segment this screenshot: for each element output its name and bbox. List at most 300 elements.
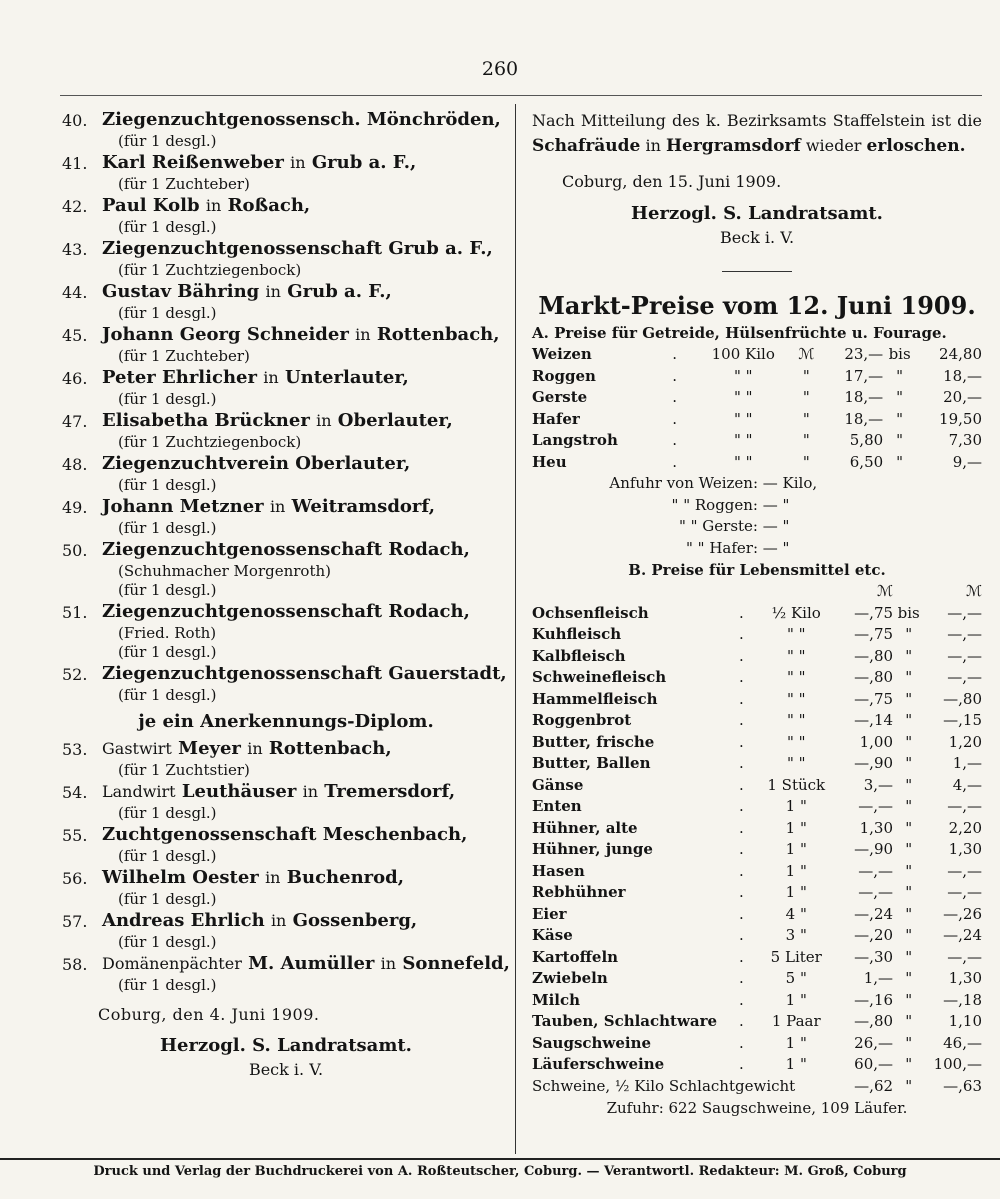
header-rule bbox=[60, 95, 982, 96]
entry-name-line bbox=[102, 366, 510, 390]
list-entry bbox=[62, 823, 510, 866]
food-dots: . bbox=[738, 883, 744, 901]
entry-body bbox=[102, 909, 510, 952]
food-bis: " bbox=[905, 646, 913, 665]
food-low: —,80 bbox=[854, 1012, 894, 1030]
food-item: Kartoffeln bbox=[532, 947, 619, 966]
entry-place: Unterlauter, bbox=[284, 367, 409, 388]
grain-item: Weizen bbox=[532, 345, 592, 363]
list-entry bbox=[62, 909, 510, 952]
entry-body bbox=[102, 323, 510, 366]
entry-name: Ziegenzuchtgenossenschaft Gauerstadt, bbox=[102, 663, 507, 684]
entry-in: in bbox=[205, 196, 222, 215]
entry-body bbox=[102, 866, 510, 909]
entry-note: (für 1 desgl.) bbox=[118, 804, 217, 822]
entry-in: in bbox=[355, 325, 371, 344]
entry-name-line bbox=[102, 538, 510, 562]
food-header-row bbox=[532, 581, 982, 603]
entry-note: (für 1 desgl.) bbox=[118, 519, 217, 537]
list-entry bbox=[62, 194, 510, 237]
entry-note: (für 1 Zuchtziegenbock) bbox=[118, 433, 302, 451]
entry-in: in bbox=[265, 868, 281, 887]
food-item: Hühner, alte bbox=[532, 818, 638, 837]
entry-body bbox=[102, 108, 510, 151]
entry-number: 48. bbox=[62, 455, 88, 474]
food-dots: . bbox=[738, 646, 744, 665]
grain-row bbox=[532, 430, 982, 452]
entry-in: in bbox=[247, 739, 263, 758]
food-bis: " bbox=[905, 818, 913, 837]
entry-body bbox=[102, 237, 510, 280]
entry-number: 53. bbox=[62, 740, 88, 759]
grain-bis: " bbox=[896, 452, 904, 471]
list-entry bbox=[62, 323, 510, 366]
grain-unit: " " bbox=[733, 431, 753, 449]
arrival-label: " " Gerste: bbox=[678, 517, 758, 535]
food-item: Hasen bbox=[532, 861, 585, 880]
entry-name-line bbox=[102, 194, 510, 218]
entry-name-line bbox=[102, 909, 510, 933]
grain-low: 23,— bbox=[844, 345, 884, 363]
veterinary-notice bbox=[532, 108, 982, 159]
left-signature-name: Beck i. V. bbox=[248, 1060, 324, 1079]
grain-low: 18,— bbox=[844, 388, 884, 406]
food-high: —,26 bbox=[943, 904, 982, 923]
currency-header-high: ℳ bbox=[965, 582, 982, 600]
list-entry bbox=[62, 495, 510, 538]
entry-note: (für 1 Zuchteber) bbox=[118, 347, 250, 365]
food-unit: 1 " bbox=[785, 818, 807, 837]
grain-item: Gerste bbox=[532, 388, 588, 406]
grain-unit: " " bbox=[733, 366, 753, 385]
entry-in: in bbox=[380, 954, 397, 973]
arrival-value: — " bbox=[762, 517, 790, 535]
entry-number: 51. bbox=[62, 603, 88, 622]
food-high: 1,30 bbox=[948, 969, 982, 987]
food-item: Käse bbox=[532, 926, 573, 944]
diploma-list bbox=[62, 737, 510, 995]
entry-note: (für 1 desgl.) bbox=[118, 847, 217, 865]
food-bis: " bbox=[905, 1055, 913, 1073]
entry-name: Ziegenzuchtgenossenschaft Grub a. F., bbox=[102, 238, 493, 259]
entry-name: Ziegenzuchtgenossenschaft Rodach, bbox=[102, 601, 470, 622]
food-bis: " bbox=[905, 775, 913, 794]
entry-note: (Fried. Roth) bbox=[118, 624, 217, 642]
entry-note: (für 1 desgl.) bbox=[118, 476, 217, 494]
food-high: 46,— bbox=[943, 1033, 982, 1052]
entry-body bbox=[102, 780, 510, 823]
entry-name: Gustav Bähring bbox=[102, 281, 260, 302]
list-entry bbox=[62, 737, 510, 780]
entry-name: Ziegenzuchtgenossenschaft Rodach, bbox=[102, 539, 470, 560]
entry-in: in bbox=[263, 368, 279, 387]
arrival-value: — Kilo, bbox=[762, 474, 818, 492]
food-item: Zwiebeln bbox=[532, 969, 608, 987]
food-low: —,— bbox=[858, 883, 894, 901]
grain-bis: " bbox=[896, 366, 904, 385]
food-item: Läuferschweine bbox=[532, 1055, 665, 1073]
food-unit: 3 " bbox=[785, 926, 807, 944]
food-row bbox=[532, 667, 982, 689]
entry-name-line bbox=[102, 237, 510, 261]
grain-row bbox=[532, 409, 982, 431]
food-unit: 5 Liter bbox=[770, 947, 822, 966]
entry-name-line bbox=[102, 737, 510, 761]
entry-name-line bbox=[102, 662, 510, 686]
entry-name: Johann Georg Schneider bbox=[102, 324, 349, 345]
grain-currency: ℳ bbox=[798, 345, 815, 363]
entry-body bbox=[102, 151, 510, 194]
food-row bbox=[532, 861, 982, 883]
food-dots: . bbox=[738, 603, 744, 622]
food-unit: " " bbox=[786, 711, 806, 729]
arrival-label: " " Roggen: bbox=[671, 495, 758, 514]
notice-place: Hergramsdorf bbox=[665, 136, 801, 156]
food-high: 2,20 bbox=[948, 818, 982, 837]
entry-body bbox=[102, 662, 510, 705]
food-dots: . bbox=[738, 969, 744, 987]
entry-name: Paul Kolb bbox=[102, 195, 200, 216]
entry-name: Ziegenzuchtgenossensch. Mönchröden, bbox=[102, 109, 501, 130]
food-bis: " bbox=[905, 883, 913, 901]
food-high: 1,10 bbox=[948, 1012, 982, 1030]
food-bis: " bbox=[905, 1033, 913, 1052]
food-bis: " bbox=[905, 990, 913, 1009]
food-unit: " " bbox=[786, 754, 806, 772]
grain-bis: " bbox=[896, 409, 904, 428]
food-bis: " bbox=[905, 689, 913, 708]
food-bis: " bbox=[905, 926, 913, 944]
food-unit: 1 " bbox=[785, 990, 807, 1009]
entry-body bbox=[102, 952, 510, 995]
entry-name: Peter Ehrlicher bbox=[102, 367, 257, 388]
grain-row bbox=[532, 344, 982, 366]
entry-name: Elisabetha Brückner bbox=[102, 410, 310, 431]
entry-body bbox=[102, 737, 510, 780]
arrival-line bbox=[532, 473, 982, 495]
list-entry bbox=[62, 108, 510, 151]
entry-number: 58. bbox=[62, 955, 88, 974]
food-low: —,80 bbox=[854, 668, 894, 686]
entry-body bbox=[102, 366, 510, 409]
food-unit: " " bbox=[786, 668, 806, 686]
food-row bbox=[532, 603, 982, 625]
entry-name-line bbox=[102, 409, 510, 433]
grain-item: Langstroh bbox=[532, 431, 618, 449]
page-number: 260 bbox=[481, 58, 519, 80]
food-row bbox=[532, 732, 982, 754]
market-prices-title: Markt-Preise vom 12. Juni 1909. bbox=[538, 291, 976, 320]
arrival-value: — " bbox=[762, 538, 790, 557]
entry-name: Andreas Ehrlich bbox=[102, 910, 265, 931]
right-signature-place-date: Coburg, den 15. Juni 1909. bbox=[562, 172, 782, 191]
food-high: —,24 bbox=[943, 926, 982, 944]
grain-bis: bis bbox=[888, 345, 911, 363]
grain-row bbox=[532, 452, 982, 474]
food-unit: " " bbox=[786, 689, 806, 708]
food-low: —,30 bbox=[854, 947, 894, 966]
grain-currency: " bbox=[802, 431, 810, 449]
food-dots: . bbox=[738, 711, 744, 729]
entry-note: (für 1 desgl.) bbox=[118, 976, 217, 994]
food-row bbox=[532, 968, 982, 990]
food-unit: 1 " bbox=[785, 840, 807, 858]
entry-note-2: (für 1 desgl.) bbox=[118, 643, 217, 661]
entry-name-line bbox=[102, 780, 510, 804]
food-price-table bbox=[532, 581, 982, 1076]
food-high: —,— bbox=[947, 668, 982, 686]
entry-number: 50. bbox=[62, 541, 88, 560]
food-row bbox=[532, 904, 982, 926]
food-item: Milch bbox=[532, 990, 581, 1009]
arrival-line bbox=[532, 495, 982, 517]
notice-text-pre: Nach Mitteilung des k. Bezirksamts Staffelstein ist die bbox=[532, 111, 982, 130]
food-high: —,— bbox=[947, 861, 982, 880]
entry-in: in bbox=[270, 911, 287, 930]
entry-name: Johann Metzner bbox=[102, 496, 264, 517]
list-entry bbox=[62, 952, 510, 995]
entry-in: in bbox=[269, 497, 286, 516]
entry-note: (Schuhmacher Morgenroth) bbox=[118, 562, 331, 580]
food-item: Eier bbox=[532, 904, 567, 923]
food-dots: . bbox=[738, 797, 744, 815]
food-dots: . bbox=[738, 775, 744, 794]
food-low: 60,— bbox=[854, 1055, 894, 1073]
entry-body bbox=[102, 409, 510, 452]
grain-low: 17,— bbox=[844, 366, 884, 385]
food-item: Butter, frische bbox=[532, 732, 655, 751]
food-dots: . bbox=[738, 732, 744, 751]
grain-currency: " bbox=[802, 366, 810, 385]
food-row bbox=[532, 796, 982, 818]
food-high: —,— bbox=[947, 603, 982, 622]
entry-place: Rottenbach, bbox=[268, 738, 392, 759]
entry-note: (für 1 desgl.) bbox=[118, 304, 217, 322]
grain-price-table bbox=[532, 344, 982, 473]
food-low: 1,00 bbox=[859, 732, 894, 751]
food-low: —,14 bbox=[854, 711, 894, 729]
food-unit: 1 Paar bbox=[771, 1012, 821, 1030]
grain-unit: 100 Kilo bbox=[711, 345, 775, 363]
grain-low: 6,50 bbox=[849, 452, 884, 471]
food-row bbox=[532, 990, 982, 1012]
food-low: 1,30 bbox=[859, 818, 894, 837]
award-list bbox=[62, 108, 510, 705]
right-column bbox=[532, 108, 982, 1119]
food-row bbox=[532, 624, 982, 646]
entry-in: in bbox=[302, 782, 319, 801]
food-dots: . bbox=[738, 990, 744, 1009]
food-row bbox=[532, 689, 982, 711]
pigs-line-high: —,63 bbox=[943, 1076, 982, 1095]
food-row bbox=[532, 839, 982, 861]
entry-name-line bbox=[102, 600, 510, 624]
food-dots: . bbox=[738, 1033, 744, 1052]
food-unit: 1 Stück bbox=[767, 775, 826, 794]
grain-row bbox=[532, 366, 982, 388]
entry-number: 47. bbox=[62, 412, 88, 431]
entry-name-line bbox=[102, 280, 510, 304]
arrival-line bbox=[532, 538, 982, 560]
section-b-heading: B. Preise für Lebensmittel etc. bbox=[628, 561, 886, 579]
list-entry bbox=[62, 452, 510, 495]
pigs-price-line bbox=[532, 1076, 982, 1098]
entry-note: (für 1 desgl.) bbox=[118, 933, 217, 951]
grain-high: 7,30 bbox=[948, 431, 982, 449]
food-low: —,90 bbox=[854, 754, 894, 772]
food-unit: " " bbox=[786, 732, 806, 751]
grain-item: Heu bbox=[532, 452, 567, 471]
list-entry bbox=[62, 366, 510, 409]
food-dots: . bbox=[738, 840, 744, 858]
section-separator bbox=[722, 271, 792, 272]
pigs-line-bis: " bbox=[905, 1076, 913, 1095]
food-unit: " " bbox=[786, 625, 806, 643]
food-dots: . bbox=[738, 625, 744, 643]
entry-note: (für 1 desgl.) bbox=[118, 218, 217, 236]
food-high: —,15 bbox=[943, 711, 982, 729]
food-dots: . bbox=[738, 947, 744, 966]
entry-place: Grub a. F., bbox=[311, 152, 417, 173]
entry-name: Zuchtgenossenschaft Meschenbach, bbox=[102, 824, 468, 845]
entry-name-line bbox=[102, 151, 510, 175]
food-row bbox=[532, 646, 982, 668]
notice-text-post: wieder bbox=[805, 136, 862, 155]
food-bis: " bbox=[905, 625, 913, 643]
food-high: 1,— bbox=[952, 754, 982, 772]
pigs-line-label: Schweine, ½ Kilo Schlachtgewicht bbox=[532, 1076, 796, 1095]
arrival-label: " " Hafer: bbox=[685, 538, 758, 557]
entry-note-2: (für 1 desgl.) bbox=[118, 581, 217, 599]
food-item: Tauben, Schlachtware bbox=[532, 1012, 718, 1030]
list-entry bbox=[62, 780, 510, 823]
grain-high: 20,— bbox=[943, 388, 982, 406]
entry-note: (für 1 desgl.) bbox=[118, 132, 217, 150]
column-divider bbox=[515, 104, 516, 1154]
food-unit: ½ Kilo bbox=[771, 603, 821, 622]
entry-name-line bbox=[102, 495, 510, 519]
notice-status: erloschen. bbox=[866, 136, 966, 156]
food-row bbox=[532, 1033, 982, 1055]
food-row bbox=[532, 947, 982, 969]
entry-in: in bbox=[265, 282, 281, 301]
food-item: Kuhfleisch bbox=[532, 625, 622, 643]
left-column bbox=[62, 108, 510, 1081]
grain-dots: . bbox=[672, 388, 678, 406]
entry-name-line bbox=[102, 952, 510, 976]
entry-note: (für 1 Zuchtstier) bbox=[118, 761, 250, 779]
food-bis: " bbox=[905, 668, 913, 686]
food-item: Butter, Ballen bbox=[532, 754, 651, 772]
food-high: —,— bbox=[947, 883, 982, 901]
food-unit: 4 " bbox=[785, 904, 807, 923]
food-bis: " bbox=[905, 861, 913, 880]
section-a-heading: A. Preise für Getreide, Hülsenfrüchte u. Fourage. bbox=[532, 324, 947, 342]
food-high: —,— bbox=[947, 797, 982, 815]
food-bis: " bbox=[905, 904, 913, 923]
entry-in: in bbox=[316, 411, 332, 430]
list-entry bbox=[62, 280, 510, 323]
diploma-heading: je ein Anerkennungs-Diplom. bbox=[138, 711, 434, 732]
food-row bbox=[532, 818, 982, 840]
entry-place: Sonnefeld, bbox=[402, 953, 510, 974]
food-unit: 1 " bbox=[785, 797, 807, 815]
entry-in: in bbox=[290, 153, 306, 172]
food-low: —,75 bbox=[854, 625, 894, 643]
food-bis: " bbox=[905, 711, 913, 729]
food-unit: " " bbox=[786, 646, 806, 665]
left-signature-office: Herzogl. S. Landratsamt. bbox=[160, 1035, 412, 1056]
food-item: Hühner, junge bbox=[532, 840, 653, 858]
entry-name: Leuthäuser bbox=[181, 781, 297, 802]
food-unit: 5 " bbox=[785, 969, 807, 987]
food-high: 100,— bbox=[933, 1055, 982, 1073]
food-dots: . bbox=[738, 754, 744, 772]
entry-prefix: Gastwirt bbox=[102, 739, 172, 758]
entry-note: (für 1 desgl.) bbox=[118, 890, 217, 908]
food-low: —,75 bbox=[854, 603, 894, 622]
food-item: Schweinefleisch bbox=[532, 668, 667, 686]
entry-name: M. Aumüller bbox=[248, 953, 375, 974]
arrival-value: — " bbox=[762, 495, 790, 514]
list-entry bbox=[62, 237, 510, 280]
arrivals-block bbox=[532, 473, 982, 559]
entry-name-line bbox=[102, 323, 510, 347]
grain-dots: . bbox=[672, 409, 678, 428]
entry-note: (für 1 Zuchtziegenbock) bbox=[118, 261, 302, 279]
food-row bbox=[532, 1054, 982, 1076]
supply-line: Zufuhr: 622 Saugschweine, 109 Läufer. bbox=[606, 1099, 908, 1117]
currency-header-low: ℳ bbox=[876, 582, 894, 600]
entry-body bbox=[102, 495, 510, 538]
entry-number: 44. bbox=[62, 283, 88, 302]
food-dots: . bbox=[738, 926, 744, 944]
entry-place: Buchenrod, bbox=[286, 867, 404, 888]
food-dots: . bbox=[738, 818, 744, 837]
grain-currency: " bbox=[802, 452, 810, 471]
entry-place: Gossenberg, bbox=[292, 910, 418, 931]
food-low: —,— bbox=[858, 797, 894, 815]
entry-note: (für 1 desgl.) bbox=[118, 390, 217, 408]
entry-number: 57. bbox=[62, 912, 88, 931]
grain-item: Hafer bbox=[532, 409, 580, 428]
entry-number: 41. bbox=[62, 154, 88, 173]
grain-row bbox=[532, 387, 982, 409]
food-high: 1,20 bbox=[948, 732, 982, 751]
food-bis: bis bbox=[897, 603, 920, 622]
food-row bbox=[532, 710, 982, 732]
grain-dots: . bbox=[672, 366, 678, 385]
entry-note: (für 1 desgl.) bbox=[118, 686, 217, 704]
arrival-line bbox=[532, 516, 982, 538]
food-unit: 1 " bbox=[785, 1033, 807, 1052]
imprint-footer: Druck und Verlag der Buchdruckerei von A. Roßteutscher, Coburg. — Verantwortl. Redakteur: M. Groß, Coburg bbox=[0, 1158, 1000, 1179]
entry-number: 55. bbox=[62, 826, 88, 845]
grain-high: 18,— bbox=[943, 366, 982, 385]
food-dots: . bbox=[738, 1055, 744, 1073]
entry-body bbox=[102, 194, 510, 237]
food-high: 4,— bbox=[952, 775, 982, 794]
food-row bbox=[532, 775, 982, 797]
food-row bbox=[532, 925, 982, 947]
entry-place: Grub a. F., bbox=[287, 281, 392, 302]
food-low: —,20 bbox=[854, 926, 894, 944]
food-dots: . bbox=[738, 668, 744, 686]
entry-name-line bbox=[102, 823, 510, 847]
food-dots: . bbox=[738, 1012, 744, 1030]
entry-place: Weitramsdorf, bbox=[291, 496, 436, 517]
entry-place: Roßach, bbox=[227, 195, 311, 216]
